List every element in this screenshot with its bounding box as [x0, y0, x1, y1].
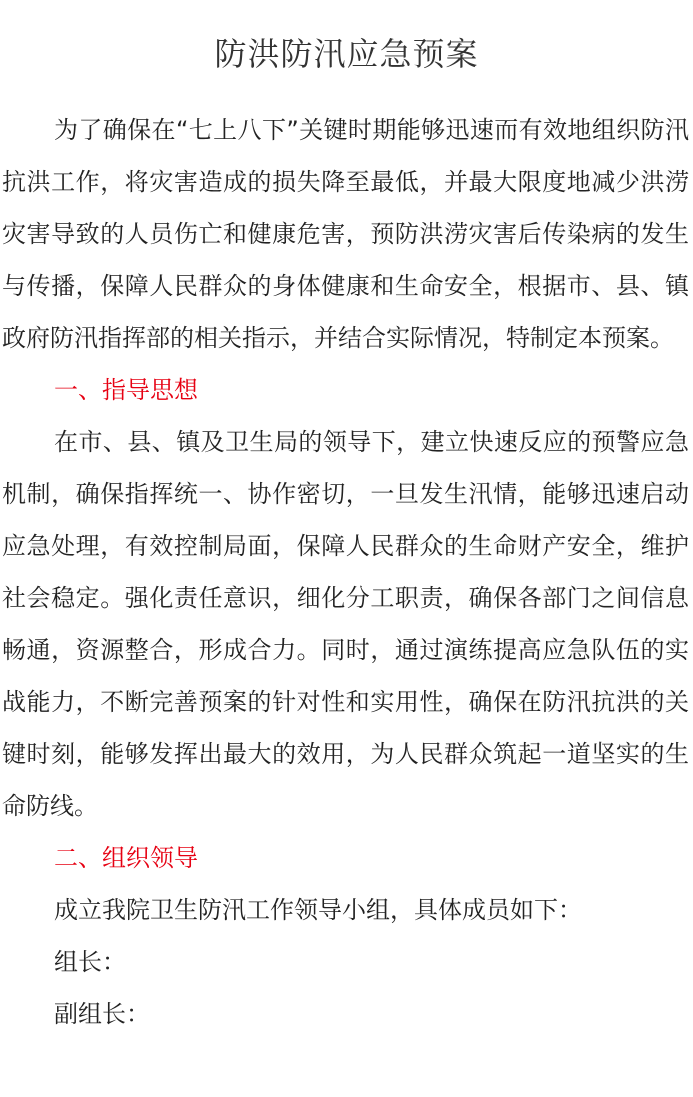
group-leader-label: 组长：: [54, 948, 126, 976]
deputy-leader-label: 副组长：: [54, 1000, 150, 1028]
guiding-ideology-paragraph: 在市、县、镇及卫生局的领导下，建立快速反应的预警应急机制，确保指挥统一、协作密切，一旦发生汛情，能够迅速启动应急处理，有效控制局面，保障人民群众的生命财产安全，维护社会稳定。强化责任意识，细化分工职责，确保各部门之间信息畅通，资源整合，形成合力。同时，通过演练提高应急队伍的实战能力，不断完善预案的针对性和实用性，确保在防汛抗洪的关键时刻，能够发挥出最大的效用，为人民群众筑起一道坚实的生命防线。: [2, 428, 689, 820]
section-heading-guiding-ideology: 一、指导思想: [54, 376, 198, 404]
organization-intro-line: 成立我院卫生防汛工作领导小组，具体成员如下：: [54, 896, 582, 924]
intro-paragraph: 为了确保在“七上八下”关键时期能够迅速而有效地组织防汛抗洪工作，将灾害造成的损失降至最低，并最大限度地减少洪涝灾害导致的人员伤亡和健康危害，预防洪涝灾害后传染病的发生与传播，保障人民群众的身体健康和生命安全，根据市、县、镇政府防汛指挥部的相关指示，并结合实际情况，特制定本预案。: [2, 116, 689, 352]
document-title: 防洪防汛应急预案: [214, 35, 479, 73]
section-heading-organization: 二、组织领导: [54, 844, 198, 872]
